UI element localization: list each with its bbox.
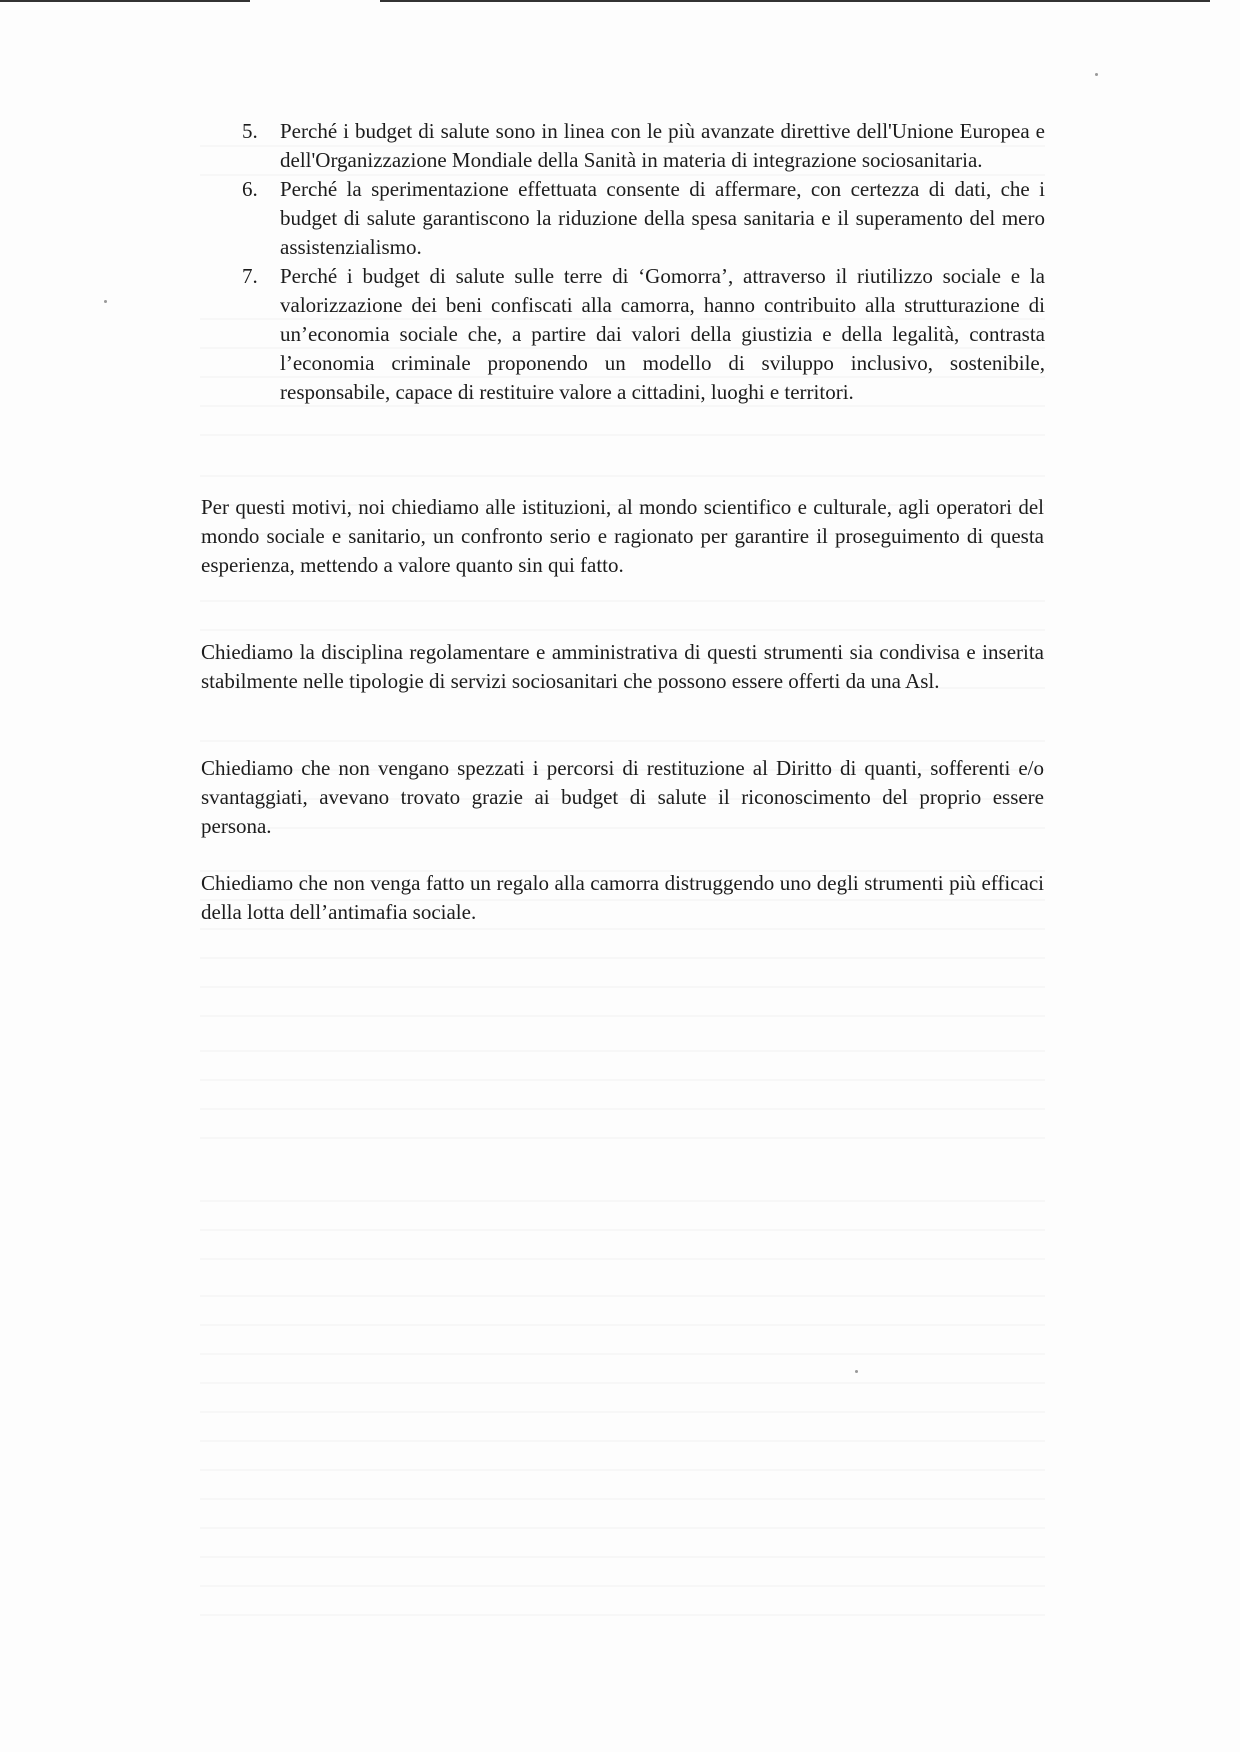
list-item-number: 6. bbox=[242, 177, 258, 201]
list-item-text: Perché i budget di salute sono in linea con le più avanzate direttive dell'Unione Europea e dell'Organizzazione Mondiale della Sanità in materia di integrazione sociosanitaria. bbox=[280, 119, 1045, 172]
page-top-edge bbox=[380, 0, 1210, 2]
paragraph-motivations: Per questi motivi, noi chiediamo alle istituzioni, al mondo scientifico e culturale, agli operatori del mondo sociale e sanitario, un confronto serio e ragionato per garantire il proseguimento di questa esperienza, mettendo a valore quanto sin qui fatto. bbox=[201, 495, 1044, 577]
page-top-edge bbox=[0, 0, 250, 2]
list-item bbox=[200, 175, 1045, 262]
paragraph-regulation-request: Chiediamo la disciplina regolamentare e amministrativa di questi strumenti sia condivisa e inserita stabilmente nelle tipologie di servizi sociosanitari che possono essere offerti da una Asl. bbox=[201, 640, 1044, 693]
list-item-text: Perché la sperimentazione effettuata consente di affermare, con certezza di dati, che i budget di salute garantiscono la riduzione della spesa sanitaria e il superamento del mero assistenzialismo. bbox=[280, 177, 1045, 259]
list-item-number: 7. bbox=[242, 264, 258, 288]
list-item-number: 5. bbox=[242, 119, 258, 143]
paragraph-restitution-request: Chiediamo che non vengano spezzati i percorsi di restituzione al Diritto di quanti, sofferenti e/o svantaggiati, avevano trovato grazie ai budget di salute il riconoscimento del proprio essere persona. bbox=[201, 756, 1044, 838]
list-item bbox=[200, 262, 1045, 407]
scan-speck bbox=[855, 1370, 858, 1373]
bleed-through-shadow bbox=[200, 1295, 1045, 1625]
paragraph-antimafia-request: Chiediamo che non venga fatto un regalo alla camorra distruggendo uno degli strumenti più efficaci della lotta dell’antimafia sociale. bbox=[201, 871, 1044, 924]
numbered-list bbox=[200, 117, 1045, 407]
bleed-through-shadow bbox=[200, 1200, 1045, 1260]
list-item-text: Perché i budget di salute sulle terre di ‘Gomorra’, attraverso il riutilizzo sociale e la valorizzazione dei beni confiscati alla camorra, hanno contribuito alla strutturazione di un’economia sociale che, a partire dai valori della giustizia e della legalità, contrasta l’economia criminale proponendo un modello di sviluppo inclusivo, sostenibile, responsabile, capace di restituire valore a cittadini, luoghi e territori. bbox=[280, 264, 1045, 404]
list-item bbox=[200, 117, 1045, 175]
scan-speck bbox=[1095, 73, 1098, 76]
scan-speck bbox=[104, 300, 107, 303]
bleed-through-shadow bbox=[200, 1050, 1045, 1140]
